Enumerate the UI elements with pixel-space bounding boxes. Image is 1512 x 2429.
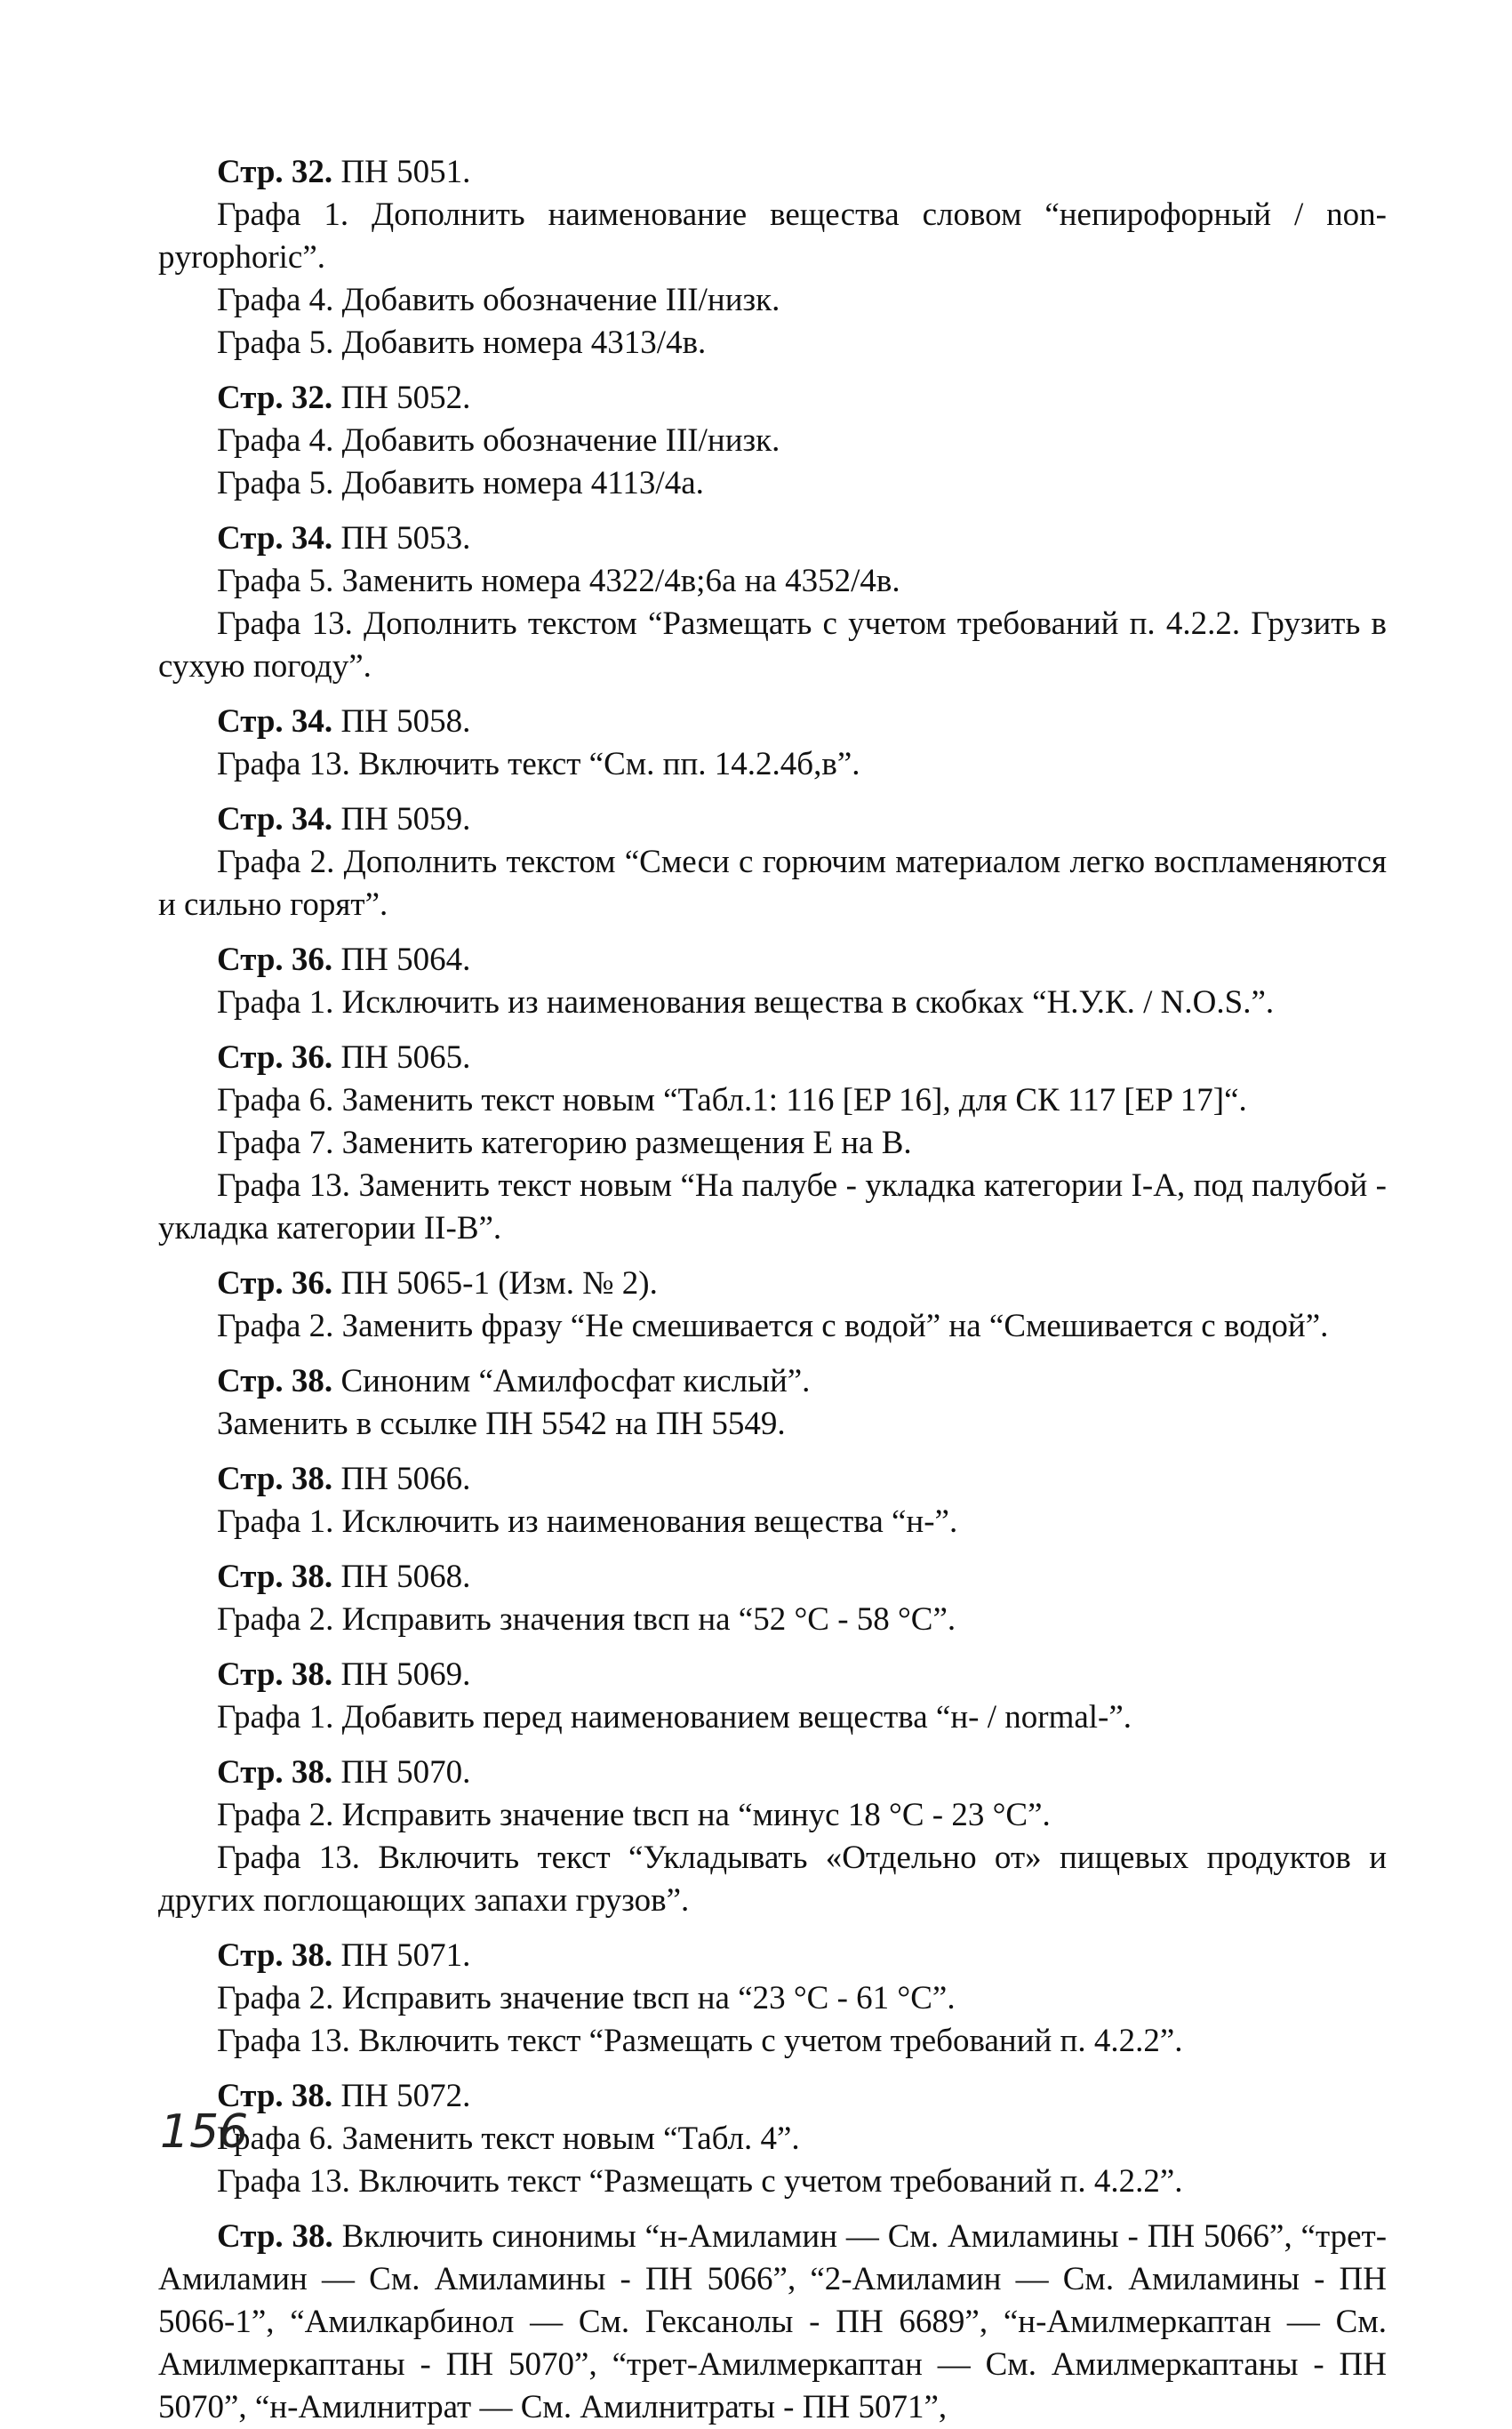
page-ref: Стр. 38.: [217, 1363, 333, 1399]
page-ref: Стр. 38.: [217, 1461, 333, 1497]
page-ref: Стр. 32.: [217, 154, 333, 190]
instruction-line: Графа 7. Заменить категорию размещения Е на В.: [217, 1125, 912, 1161]
entry-subject: ПН 5053.: [340, 520, 471, 557]
instruction-line: Графа 2. Исправить значение tвсп на “23 °С - 61 °С”.: [217, 1980, 956, 2016]
instruction-line: Графа 13. Включить текст “Размещать с учетом требований п. 4.2.2”.: [217, 2023, 1183, 2059]
entry-heading: [158, 798, 1387, 841]
entry-heading: [158, 1037, 1387, 1079]
entry-subject: ПН 5071.: [340, 1937, 471, 1974]
entry-subject: ПН 5065.: [340, 1039, 471, 1076]
amendment-entry: [158, 517, 1387, 688]
instruction-line: Графа 4. Добавить обозначение III/низк.: [217, 282, 780, 318]
instruction-line: Графа 6. Заменить текст новым “Табл. 4”.: [217, 2120, 800, 2157]
instruction-line: Графа 13. Включить текст “Размещать с учетом требований п. 4.2.2”.: [217, 2163, 1183, 2200]
instruction-line: Графа 5. Заменить номера 4322/4в;6а на 4352/4в.: [217, 563, 900, 599]
page-ref: Стр. 38.: [217, 1656, 333, 1693]
entry-subject: ПН 5065-1 (Изм. № 2).: [340, 1265, 658, 1302]
page-ref: Стр. 38.: [217, 2078, 333, 2114]
page-ref: Стр. 38.: [217, 1559, 333, 1595]
instruction-line: Графа 2. Исправить значение tвсп на “минус 18 °С - 23 °С”.: [217, 1797, 1051, 1833]
instruction-line: Графа 2. Заменить фразу “Не смешивается с водой” на “Смешивается с водой”.: [217, 1308, 1329, 1344]
entry-subject: ПН 5070.: [340, 1754, 471, 1791]
page-ref: Стр. 36.: [217, 942, 333, 978]
instruction-line: Графа 2. Дополнить текстом “Смеси с горючим материалом легко воспламеняются и сильно горят”.: [158, 844, 1387, 923]
instruction-line: Графа 1. Добавить перед наименованием вещества “н- / normal-”.: [217, 1699, 1132, 1736]
instruction-line: Графа 5. Добавить номера 4113/4а.: [217, 465, 704, 501]
entry-heading: [158, 1654, 1387, 1696]
amendment-entry: [158, 1263, 1387, 1348]
amendment-entry: [158, 151, 1387, 365]
instruction-line: Графа 1. Исключить из наименования вещества в скобках “Н.У.К. / N.O.S.”.: [217, 984, 1275, 1021]
instruction-line: Графа 1. Исключить из наименования вещества “н-”.: [217, 1503, 958, 1540]
handwritten-page-number: 156: [160, 2105, 249, 2159]
page-ref: Стр. 38.: [217, 2218, 333, 2255]
amendment-entry: [158, 2075, 1387, 2203]
amendment-entry: [158, 798, 1387, 926]
amendment-entry: [158, 701, 1387, 786]
amendment-entry: [158, 377, 1387, 505]
page-ref: Стр. 32.: [217, 380, 333, 416]
entry-heading: [158, 1556, 1387, 1599]
instruction-line: Графа 4. Добавить обозначение III/низк.: [217, 422, 780, 459]
entry-heading: [158, 1458, 1387, 1501]
amendment-entry: [158, 1037, 1387, 1250]
instruction-line: Графа 6. Заменить текст новым “Табл.1: 116 [EP 16], для СК 117 [EP 17]“.: [217, 1082, 1247, 1118]
amendment-list: [158, 151, 1387, 2203]
instruction-line: Графа 2. Исправить значения tвсп на “52 °С - 58 °С”.: [217, 1601, 956, 1638]
entry-subject: ПН 5051.: [340, 154, 471, 190]
amendment-entry: [158, 1556, 1387, 1641]
entry-subject: ПН 5052.: [340, 380, 471, 416]
amendment-entry: [158, 1654, 1387, 1739]
amendment-entry: [158, 1360, 1387, 1446]
entry-subject: ПН 5068.: [340, 1559, 471, 1595]
paragraph-text: Включить синонимы “н-Амиламин — См. Амиламины - ПН 5066”, “трет-Амиламин — См. Амиламины - ПН 5066”, “2-Амиламин — См. Амиламины - ПН 5066-1”, “Амилкарбинол — См. Гексанолы - ПН 6689”, “н-Амилмеркаптан — См. Амилмеркаптаны - ПН 5070”, “трет-Амилмеркаптан — См. Амилмеркаптаны - ПН 5070”, “н-Амилнитрат — См. Амилнитраты - ПН 5071”,: [158, 2218, 1388, 2425]
entry-heading: [158, 1263, 1387, 1305]
entry-subject: ПН 5069.: [340, 1656, 471, 1693]
entry-heading: [158, 701, 1387, 743]
instruction-line: Графа 13. Заменить текст новым “На палубе - укладка категории I-А, под палубой - укладка категории II-В”.: [158, 1167, 1387, 1247]
page-ref: Стр. 36.: [217, 1039, 333, 1076]
instruction-line: Графа 13. Включить текст “См. пп. 14.2.4б,в”.: [217, 746, 860, 782]
instruction-line: Графа 1. Дополнить наименование вещества словом “непирофорный / non-pyrophoric”.: [158, 196, 1387, 276]
page-ref: Стр. 38.: [217, 1754, 333, 1791]
entry-heading: [158, 377, 1387, 420]
page-ref: Стр. 36.: [217, 1265, 333, 1302]
entry-subject: Синоним “Амилфосфат кислый”.: [340, 1363, 811, 1399]
amendment-entry: [158, 1935, 1387, 2063]
page-ref: Стр. 34.: [217, 801, 333, 838]
entry-subject: ПН 5064.: [340, 942, 471, 978]
entry-heading: [158, 939, 1387, 982]
instruction-line: Графа 5. Добавить номера 4313/4в.: [217, 325, 707, 361]
entry-heading: [158, 517, 1387, 560]
document-body: [158, 151, 1387, 2429]
page-ref: Стр. 34.: [217, 520, 333, 557]
instruction-line: Графа 13. Дополнить текстом “Размещать с учетом требований п. 4.2.2. Грузить в сухую погоду”.: [158, 605, 1387, 685]
entry-heading: [158, 151, 1387, 194]
instruction-line: Заменить в ссылке ПН 5542 на ПН 5549.: [217, 1406, 786, 1442]
amendment-entry: [158, 939, 1387, 1024]
entry-heading: [158, 1360, 1387, 1403]
entry-heading: [158, 1935, 1387, 1977]
amendment-entry: [158, 1458, 1387, 1543]
entry-subject: ПН 5072.: [340, 2078, 471, 2114]
entry-heading: [158, 2075, 1387, 2118]
entry-subject: ПН 5059.: [340, 801, 471, 838]
entry-subject: ПН 5058.: [340, 703, 471, 740]
page-ref: Стр. 34.: [217, 703, 333, 740]
final-paragraph: [158, 2216, 1387, 2429]
entry-heading: [158, 1752, 1387, 1794]
amendment-entry: [158, 1752, 1387, 1922]
page-ref: Стр. 38.: [217, 1937, 333, 1974]
entry-subject: ПН 5066.: [340, 1461, 471, 1497]
instruction-line: Графа 13. Включить текст “Укладывать «Отдельно от» пищевых продуктов и других поглощающих запахи грузов”.: [158, 1840, 1387, 1919]
